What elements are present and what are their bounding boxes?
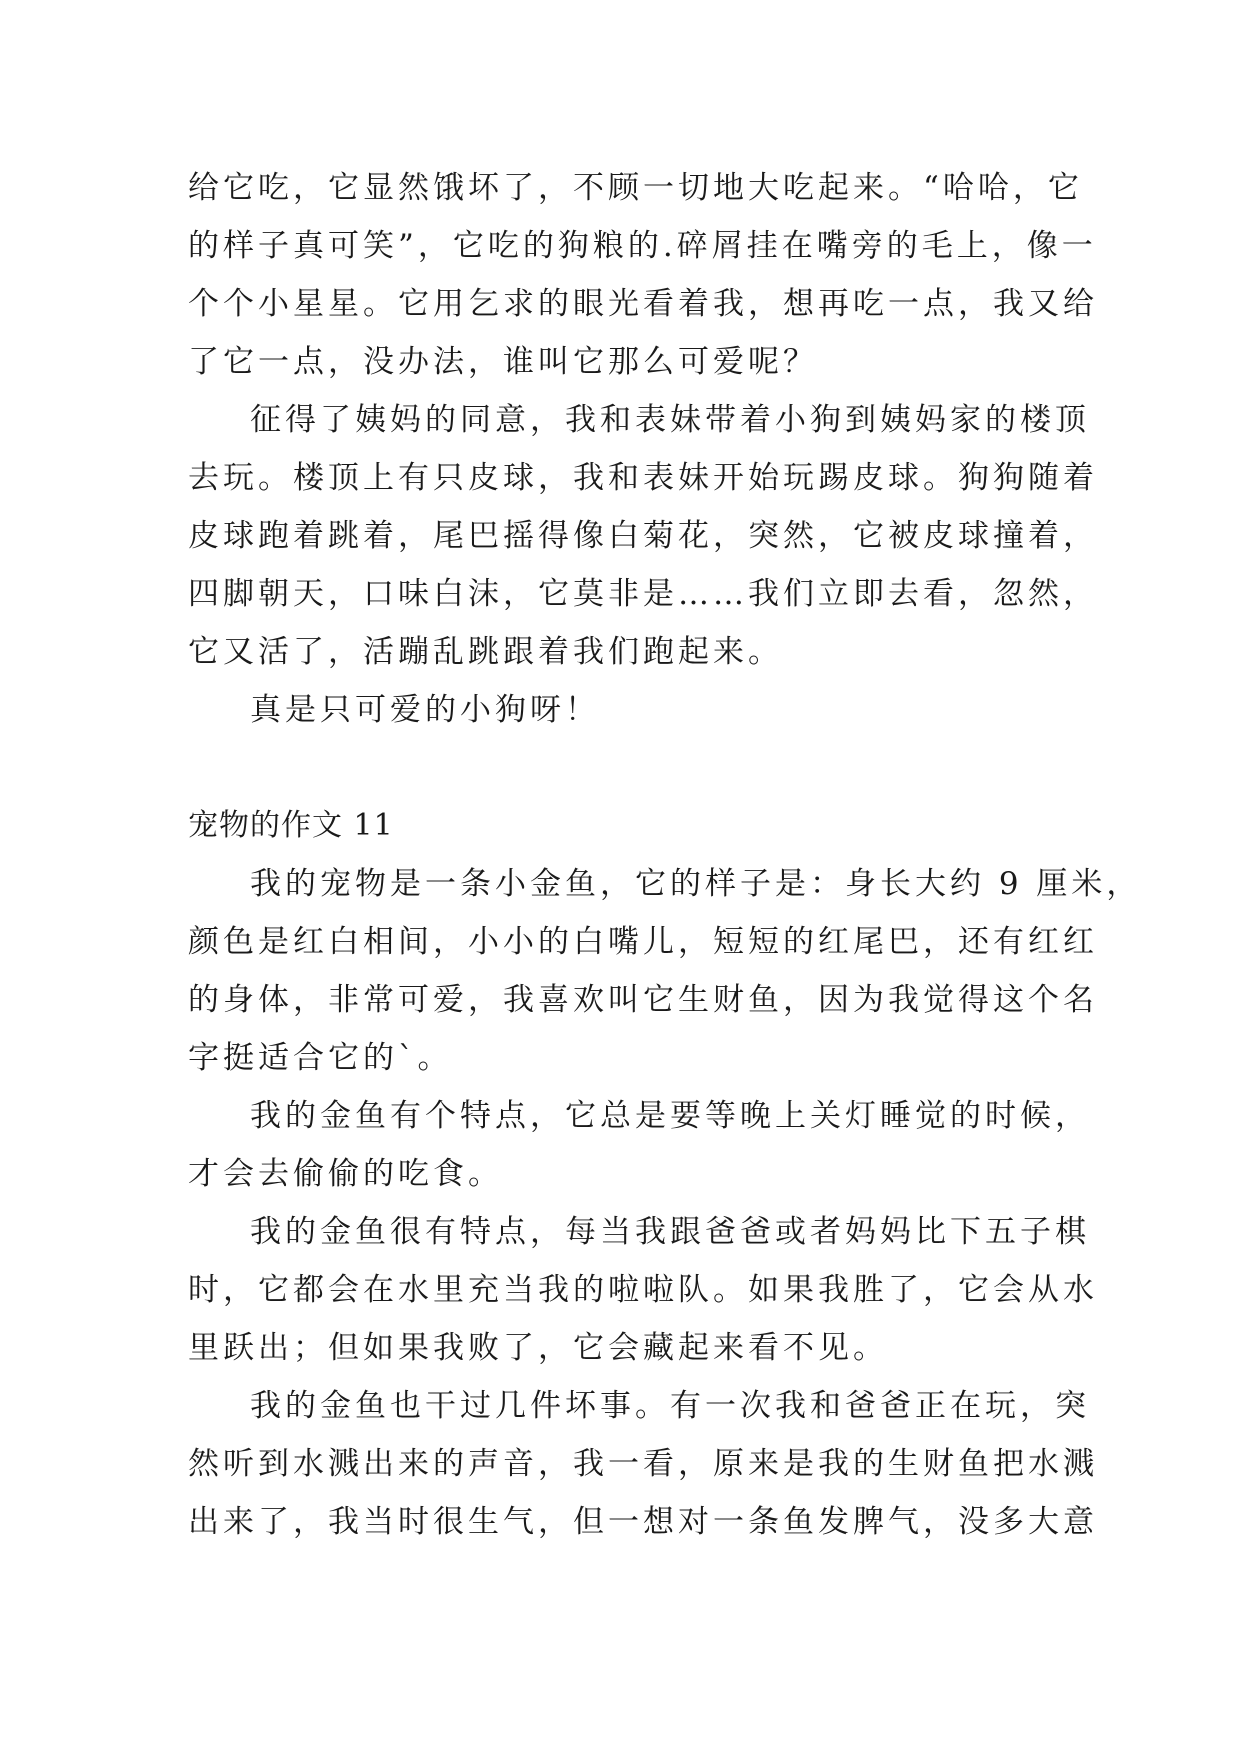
text-line: 皮球跑着跳着，尾巴摇得像白菊花，突然，它被皮球撞着， <box>188 518 1098 554</box>
text-line: 真是只可爱的小狗呀！ <box>250 692 600 728</box>
text-line: 了它一点，没办法，谁叫它那么可爱呢？ <box>188 344 818 380</box>
text-line: 的身体，非常可爱，我喜欢叫它生财鱼，因为我觉得这个名 <box>188 982 1098 1018</box>
text-line: 它又活了，活蹦乱跳跟着我们跑起来。 <box>188 634 783 670</box>
text-line: 我的宠物是一条小金鱼，它的样子是：身长大约 9 厘米， <box>250 866 1142 902</box>
text-line: 时，它都会在水里充当我的啦啦队。如果我胜了，它会从水 <box>188 1272 1098 1308</box>
text-line: 我的金鱼很有特点，每当我跟爸爸或者妈妈比下五子棋 <box>250 1214 1090 1250</box>
text-line: 我的金鱼也干过几件坏事。有一次我和爸爸正在玩，突 <box>250 1388 1090 1424</box>
text-line: 里跃出；但如果我败了，它会藏起来看不见。 <box>188 1330 888 1366</box>
text-line: 出来了，我当时很生气，但一想对一条鱼发脾气，没多大意 <box>188 1504 1098 1540</box>
text-line: 的样子真可笑”，它吃的狗粮的.碎屑挂在嘴旁的毛上，像一 <box>188 228 1097 264</box>
text-line: 颜色是红白相间，小小的白嘴儿，短短的红尾巴，还有红红 <box>188 924 1098 960</box>
text-line: 才会去偷偷的吃食。 <box>188 1156 503 1192</box>
text-line: 征得了姨妈的同意，我和表妹带着小狗到姨妈家的楼顶 <box>250 402 1090 438</box>
text-line: 四脚朝天，口味白沫，它莫非是……我们立即去看，忽然， <box>188 576 1098 612</box>
text-line: 字挺适合它的`。 <box>188 1040 453 1076</box>
text-line: 个个小星星。它用乞求的眼光看着我，想再吃一点，我又给 <box>188 286 1098 322</box>
text-line: 我的金鱼有个特点，它总是要等晚上关灯睡觉的时候， <box>250 1098 1090 1134</box>
text-line: 然听到水溅出来的声音，我一看，原来是我的生财鱼把水溅 <box>188 1446 1098 1482</box>
text-line: 给它吃，它显然饿坏了，不顾一切地大吃起来。“哈哈，它 <box>188 170 1083 206</box>
section-title: 宠物的作文 11 <box>188 808 394 843</box>
text-line: 去玩。楼顶上有只皮球，我和表妹开始玩踢皮球。狗狗随着 <box>188 460 1098 496</box>
